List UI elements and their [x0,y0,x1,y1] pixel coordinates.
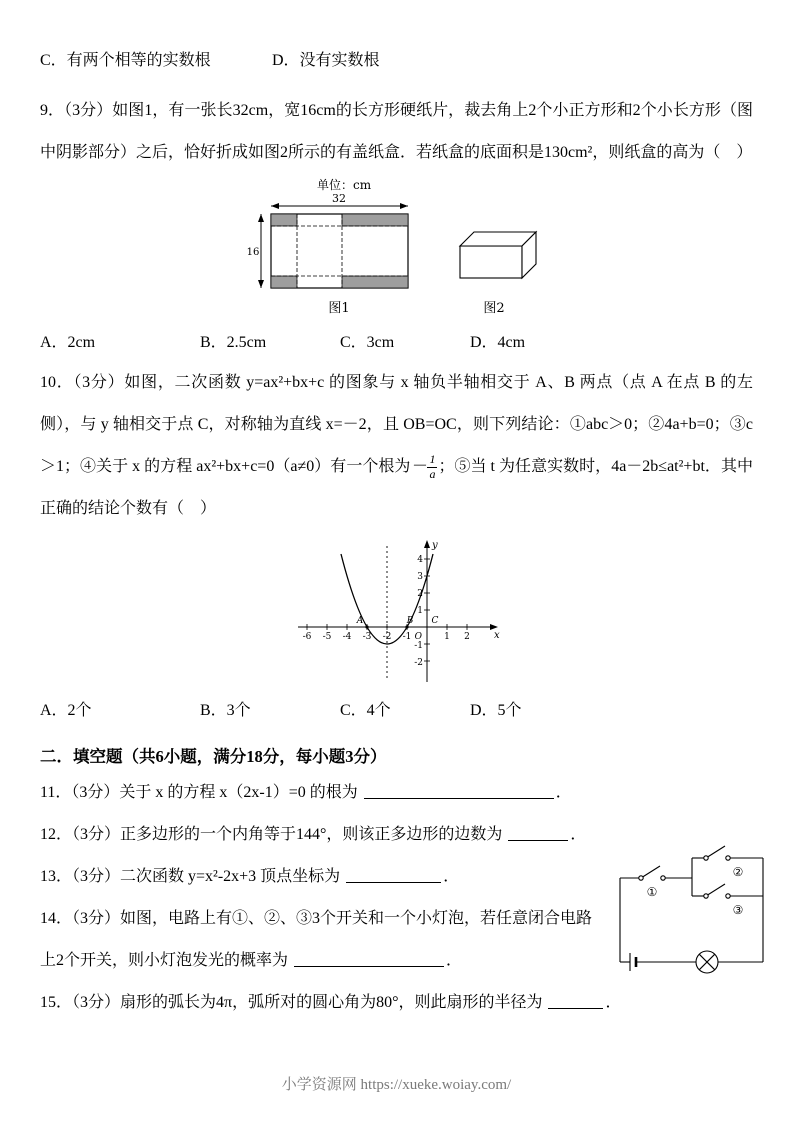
svg-text:-2: -2 [413,658,423,669]
q10-text-before: 10．（3分）如图，二次函数 y=ax²+bx+c 的图象与 x 轴负半轴相交于 A、B 两点（点 A 在点 B 的左侧），与 y 轴相交于点 C，对称轴为直线 x=－2，且 OB=OC，则下列结论：①abc＞0；②4a+b=0；③c＞1；④关于 x 的方程 ax²+bx+c=0（a≠0）有一个根为 [40,374,753,475]
svg-text:-2: -2 [382,632,391,643]
q10-text-after: ；⑤当 t 为任意实数时，4a－2b≤at²+bt．其中正确的结论个数有（ ） [40,458,753,518]
q10-option-b: B．3个 [200,702,251,720]
switch-1-label: ① [646,885,658,899]
q9-option-a: A．2cm [40,334,96,351]
question-9-text: 9．（3分）如图1，有一张长32cm，宽16cm的长方形硬纸片，裁去角上2个小正方形和2个小长方形（图中阴影部分）之后，恰好折成如图2所示的有盖纸盒．若纸盒的底面积是130cm²，则纸盒的高为（ ） [40,102,753,161]
y-axis-arrow-icon [424,540,430,548]
svg-text:-4: -4 [342,632,351,643]
arrow-down-icon [258,280,264,288]
figure2-caption: 图2 [482,301,505,316]
assembled-box [460,232,536,278]
q9-option-c: C．3cm [340,334,395,351]
figure1-caption: 图1 [327,301,350,316]
arrow-up-icon [258,214,264,222]
q12-tail: ． [570,826,587,844]
question-15 [40,982,753,1024]
fraction [410,446,438,488]
q9-option-d: D．4cm [470,334,526,351]
point-b-label: B [406,616,413,627]
svg-text:1: 1 [443,632,450,643]
q8-option-c: C．有两个相等的实数根 [40,52,211,69]
svg-text:3: 3 [416,572,423,583]
svg-text:4: 4 [416,555,423,566]
q10-option-a: A．2个 [40,702,92,720]
answer-blank [508,825,568,841]
battery-icon [630,953,636,971]
svg-text:2: 2 [416,589,423,600]
switch-2-label: ② [732,865,744,879]
q8-option-d: D．没有实数根 [272,52,380,69]
x-tick-labels [302,632,469,642]
fraction-numerator: 1 [429,452,436,467]
svg-text:2: 2 [463,632,470,643]
switch-1-icon [639,866,665,880]
circuit-diagram [614,838,769,988]
answer-blank [294,951,444,967]
fraction-denominator: a [429,466,436,481]
q15-text: 15．（3分）扇形的弧长为4π，弧所对的圆心角为80°，则此扇形的半径为 [40,994,543,1012]
svg-text:1: 1 [416,606,423,617]
q13-text: 13．（3分）二次函数 y=x²-2x+3 顶点坐标为 [40,868,341,886]
q10-option-d: D．5个 [470,702,522,720]
question-14-figure [614,838,769,988]
svg-text:-1: -1 [413,641,423,652]
question-9-figure [40,176,753,324]
q14-tail: ． [446,952,463,970]
question-14 [40,898,595,982]
switch-3-label: ③ [732,903,744,917]
arrow-left-icon [271,203,279,209]
q9-option-b: B．2.5cm [200,334,267,351]
q8-options-row [40,50,753,72]
switch-3-icon [704,884,730,898]
answer-blank [346,867,441,883]
section-2-title: 二．填空题（共6小题，满分18分，每小题3分） [40,747,387,767]
unit-label: 单位：cm [316,178,371,192]
origin-label: O [414,632,422,643]
point-c-label: C [431,616,438,627]
svg-text:-3: -3 [362,632,371,643]
y-tick-labels [414,555,423,668]
arrow-right-icon [400,203,408,209]
answer-blank [364,783,554,799]
question-10-figure [40,532,753,692]
question-11 [40,772,753,814]
svg-text:-5: -5 [322,632,331,643]
y-axis-label: y [431,540,438,552]
point-a-dot [365,626,368,629]
x-axis-label: x [493,630,500,642]
q15-tail: ． [605,994,622,1012]
question-10-text [40,362,753,530]
q11-tail: ． [555,784,572,802]
page-footer: 小学资源网 https://xueke.woiay.com/ [281,1077,512,1093]
point-a-label: A [356,616,363,627]
svg-text:-1: -1 [402,632,411,643]
height-value: 16 [246,247,259,258]
switch-2-icon [704,846,730,860]
q10-option-c: C．4个 [340,702,391,720]
box-net-figure [247,176,547,324]
q10-options-row [40,692,753,730]
q9-options-row [40,324,753,362]
answer-blank [548,993,603,1009]
lamp-icon [696,951,718,973]
q14-text: 14．（3分）如图，电路上有①、②、③3个开关和一个小灯泡，若任意闭合电路上2个开关，则小灯泡发光的概率为 [40,910,593,970]
parabola-graph [272,532,522,692]
q12-text: 12．（3分）正多边形的一个内角等于144°，则该正多边形的边数为 [40,826,503,844]
svg-text:-6: -6 [302,632,311,643]
q11-text: 11．（3分）关于 x 的方程 x（2x-1）=0 的根为 [40,784,358,802]
fraction-sign: － [410,458,427,476]
width-value: 32 [331,192,346,205]
q13-tail: ． [443,868,460,886]
